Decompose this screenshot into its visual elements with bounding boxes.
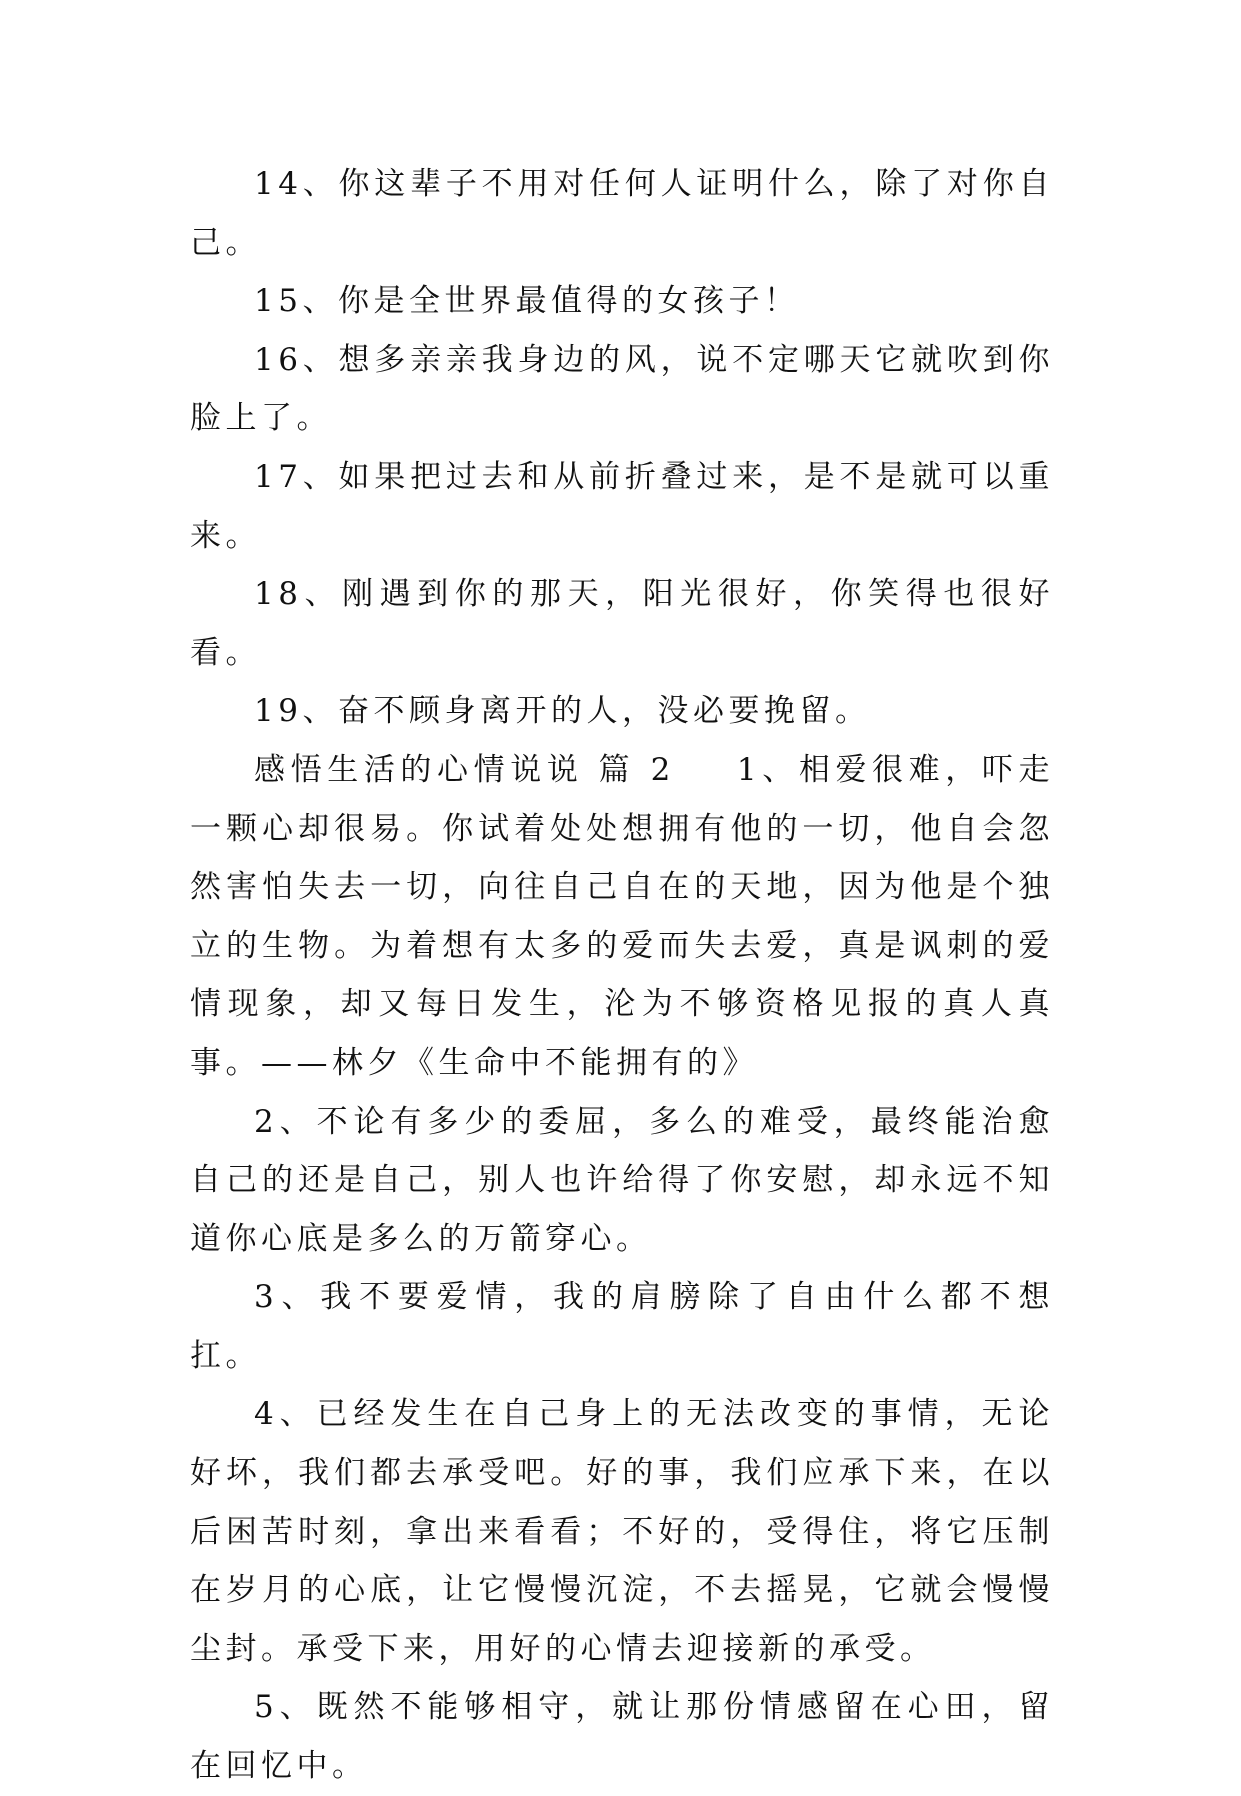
paragraph-14: 14、你这辈子不用对任何人证明什么，除了对你自己。: [190, 166, 1054, 261]
paragraph-17: 17、如果把过去和从前折叠过来，是不是就可以重来。: [190, 458, 1054, 554]
section-paragraph: [190, 741, 1054, 1093]
document-body: [190, 155, 1054, 1796]
paragraph-15: 15、你是全世界最值得的女孩子！: [254, 283, 800, 320]
paragraph-4: 4、已经发生在自己身上的无法改变的事情，无论好坏，我们都去承受吧。好的事，我们应承下来，在以后困苦时刻，拿出来看看；不好的，受得住，将它压制在岁月的心底，让它慢慢沉淀，不去摇晃，它就会慢慢尘封。承受下来，用好的心情去迎接新的承受。: [190, 1396, 1054, 1667]
section-first-item: 1、相爱很难，吓走一颗心却很易。你试着处处想拥有他的一切，他自会忽然害怕失去一切，向往自己自在的天地，因为他是个独立的生物。为着想有太多的爱而失去爱，真是讽刺的爱情现象，却又每日发生，沦为不够资格见报的真人真事。——林夕《生命中不能拥有的》: [190, 751, 1054, 1081]
paragraph-3: 3、我不要爱情，我的肩膀除了自由什么都不想扛。: [190, 1279, 1054, 1374]
paragraph-2: 2、不论有多少的委屈，多么的难受，最终能治愈自己的还是自己，别人也许给得了你安慰，却永远不知道你心底是多么的万箭穿心。: [190, 1103, 1054, 1257]
section-label: 篇 2: [597, 751, 675, 788]
paragraph-19: 19、奋不顾身离开的人，没必要挽留。: [254, 693, 871, 730]
paragraph-5: 5、既然不能够相守，就让那份情感留在心田，留在回忆中。: [190, 1689, 1054, 1785]
section-title: 感悟生活的心情说说: [254, 751, 584, 788]
paragraph-16: 16、想多亲亲我身边的风，说不定哪天它就吹到你脸上了。: [190, 341, 1054, 437]
paragraph-18: 18、刚遇到你的那天，阳光很好，你笑得也很好看。: [190, 576, 1054, 671]
